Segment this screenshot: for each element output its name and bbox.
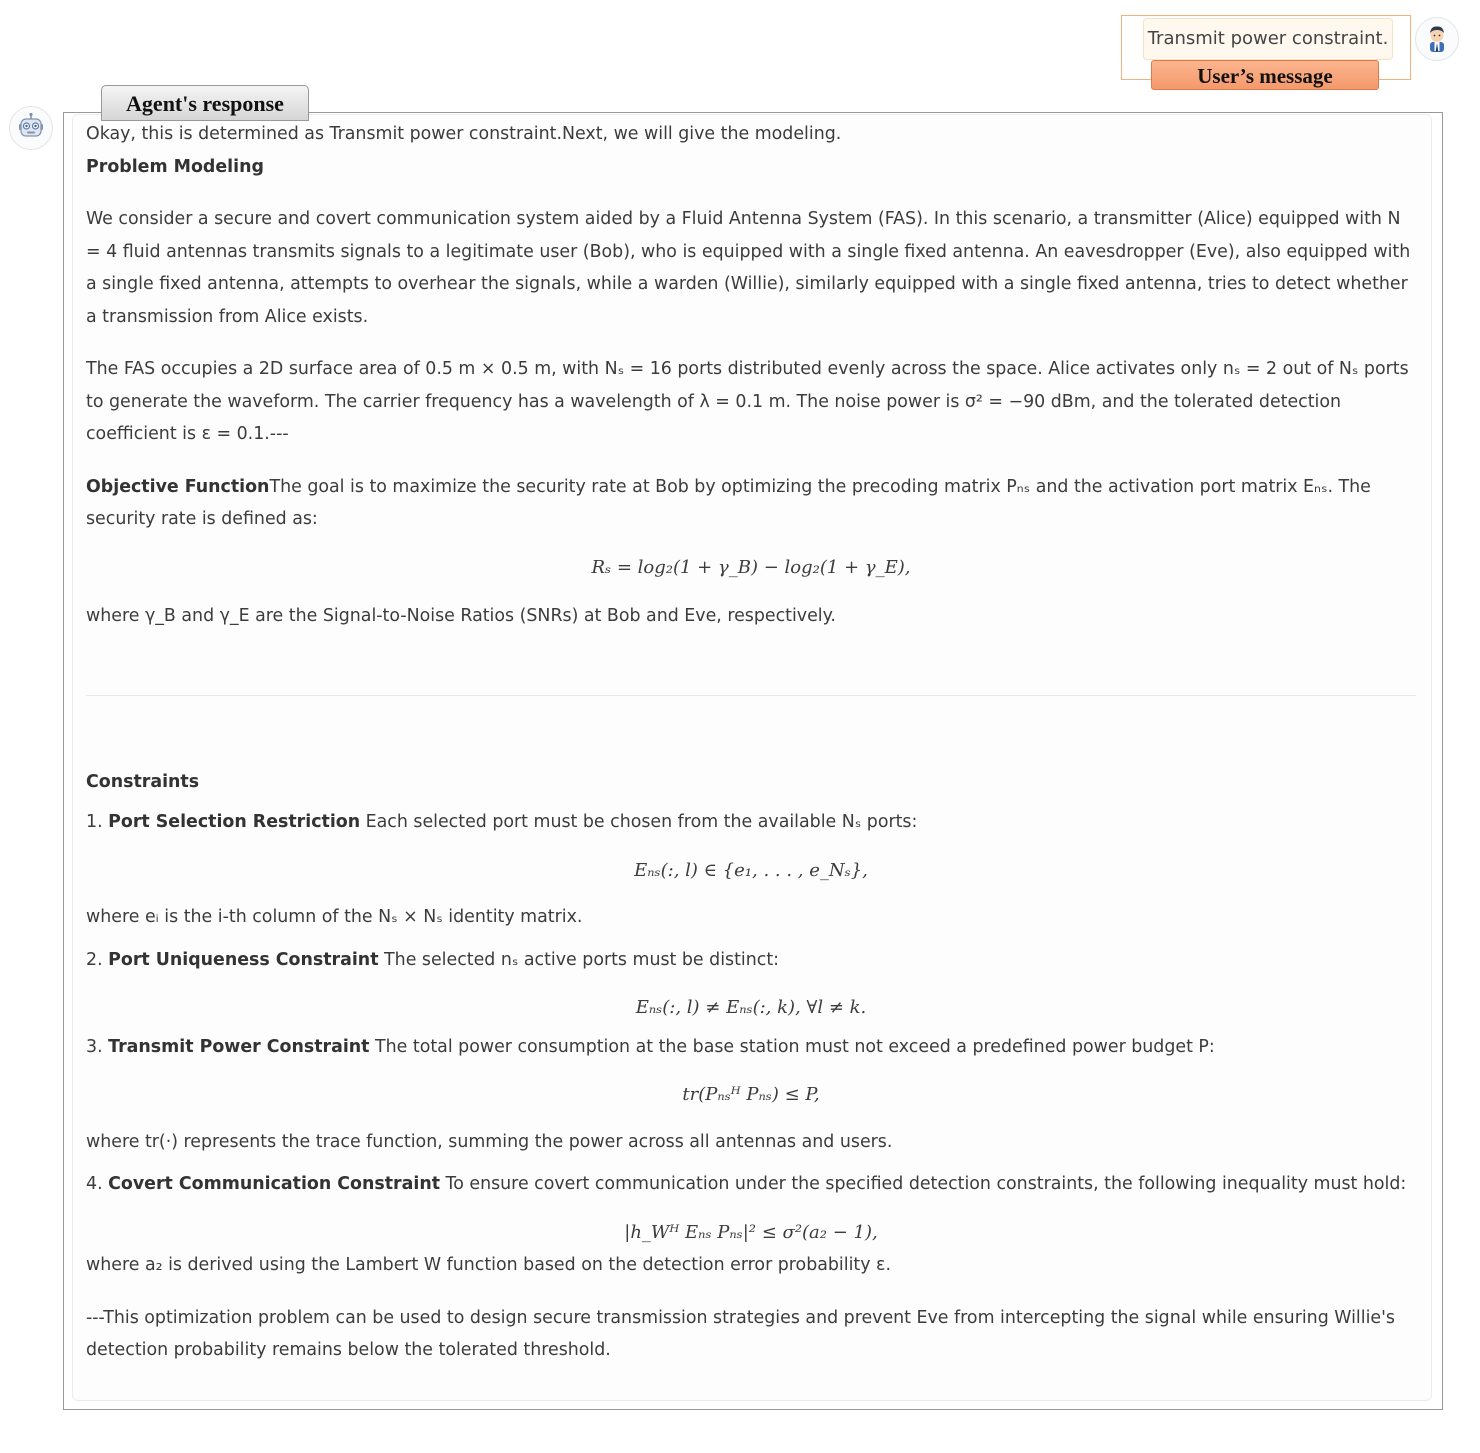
user-avatar	[1415, 17, 1459, 61]
constraint-2-number: 2.	[86, 949, 103, 970]
constraint-1-text: Each selected port must be chosen from the available Nₛ ports:	[360, 812, 918, 832]
constraint-3-title: Transmit Power Constraint	[108, 1036, 370, 1057]
closing-paragraph: ---This optimization problem can be used to design secure transmission strategies and prevent Eve from intercepting the signal while ensuring Willie's detection probability remains below the tolerated threshold.	[86, 1307, 1395, 1360]
constraint-3-where: where tr(·) represents the trace function, summing the power across all antennas and users.	[86, 1131, 893, 1152]
security-rate-equation: Rₛ = log₂(1 + γ_B) − log₂(1 + γ_E),	[591, 556, 911, 578]
constraint-2-text: The selected nₛ active ports must be distinct:	[378, 949, 779, 970]
constraint-4-number: 4.	[86, 1174, 103, 1194]
objective-function-heading: Objective Function	[86, 476, 270, 497]
constraint-3-text: The total power consumption at the base station must not exceed a predefined power budget P:	[369, 1036, 1215, 1057]
constraints-heading: Constraints	[86, 771, 200, 792]
constraint-1-where: where eᵢ is the i-th column of the Nₛ × Nₛ identity matrix.	[86, 907, 583, 927]
port-selection-equation: Eₙₛ(:, l) ∈ {e₁, . . . , e_Nₛ},	[634, 859, 868, 881]
agent-response-content	[86, 118, 1416, 1367]
constraint-2	[86, 944, 1416, 977]
port-uniqueness-equation: Eₙₛ(:, l) ≠ Eₙₛ(:, k), ∀l ≠ k.	[635, 997, 867, 1018]
snr-where-text: where γ_B and γ_E are the Signal-to-Noise Ratios (SNRs) at Bob and Eve, respectively.	[86, 606, 836, 626]
constraint-3-number: 3.	[86, 1036, 103, 1057]
robot-icon	[10, 107, 52, 149]
agent-avatar	[9, 106, 53, 150]
constraint-3	[86, 1031, 1416, 1064]
constraint-2-title: Port Uniqueness Constraint	[108, 949, 379, 970]
system-description-paragraph: We consider a secure and covert communication system aided by a Fluid Antenna System (FAS). In this scenario, a transmitter (Alice) equipped with N = 4 fluid antennas transmits signals to a legitimate user (Bob), who is equipped with a single fixed antenna. An eavesdropper (Eve), also equipped with a single fixed antenna, attempts to overhear the signals, while a warden (Willie), similarly equipped with a single fixed antenna, tries to detect whether a transmission from Alice exists.	[86, 209, 1411, 327]
transmit-power-equation: tr(Pₙₛᴴ Pₙₛ) ≤ P,	[682, 1084, 820, 1105]
constraint-1-number: 1.	[86, 812, 103, 832]
constraint-4-where: where a₂ is derived using the Lambert W function based on the detection error probability ε.	[86, 1255, 891, 1275]
constraint-4	[86, 1168, 1416, 1201]
objective-description: The goal is to maximize the security rate at Bob by optimizing the precoding matrix Pₙₛ and the activation port matrix Eₙₛ. The security rate is defined as:	[86, 476, 1371, 529]
user-message-label: User’s message	[1151, 60, 1379, 90]
user-avatar-icon	[1416, 18, 1458, 60]
covert-communication-equation: |h_Wᴴ Eₙₛ Pₙₛ|² ≤ σ²(a₂ − 1),	[624, 1221, 878, 1243]
constraint-1-title: Port Selection Restriction	[108, 812, 361, 832]
objective-paragraph	[86, 471, 1416, 536]
intro-text: Okay, this is determined as Transmit power constraint.Next, we will give the modeling.	[86, 124, 842, 144]
parameters-paragraph: The FAS occupies a 2D surface area of 0.5 m × 0.5 m, with Nₛ = 16 ports distributed evenly across the space. Alice activates only nₛ = 2 out of Nₛ ports to generate the waveform. The carrier frequency has a wavelength of λ = 0.1 m. The noise power is σ² = −90 dBm, and the tolerated detection coefficient is ε = 0.1.---	[86, 359, 1409, 444]
constraint-1	[86, 806, 1416, 839]
constraint-4-title: Covert Communication Constraint	[108, 1174, 441, 1194]
agent-response-label: Agent's response	[101, 85, 309, 121]
constraint-4-text: To ensure covert communication under the specified detection constraints, the following inequality must hold:	[440, 1174, 1407, 1194]
user-message-bubble: Transmit power constraint.	[1143, 18, 1393, 60]
problem-modeling-heading: Problem Modeling	[86, 156, 264, 177]
